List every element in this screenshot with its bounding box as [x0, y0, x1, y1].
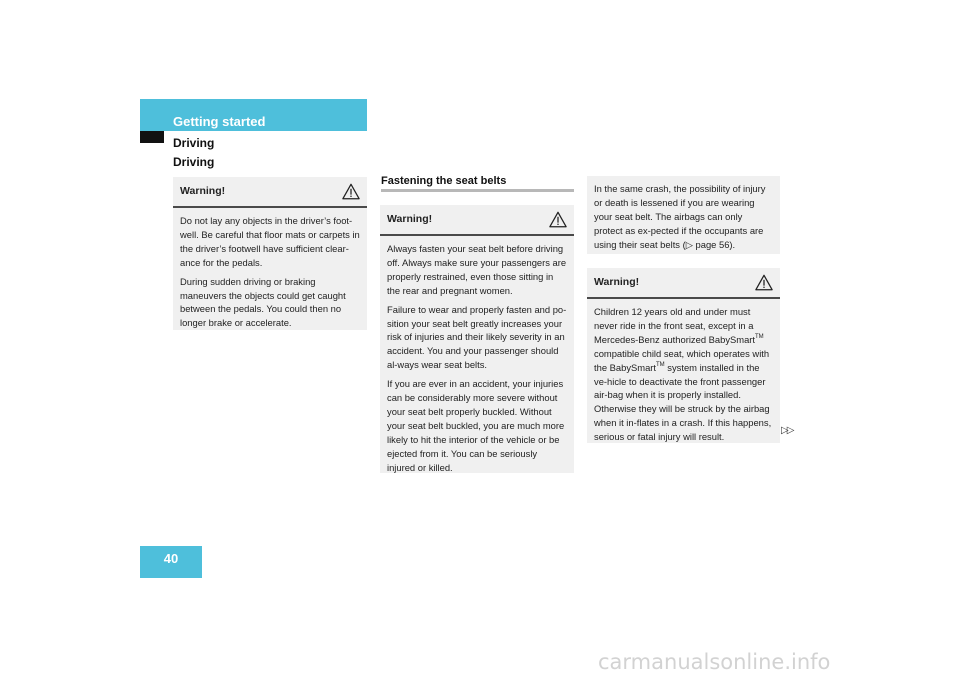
section-marker — [140, 131, 164, 143]
warning-triangle-icon — [549, 211, 567, 228]
warning-header — [587, 268, 780, 299]
warning-paragraph: Failure to wear and properly fasten and po-sition your seat belt greatly increases your risk of injuries and their likely severity in an accident. You and your passenger should al-ways wear seat belts. — [387, 303, 567, 371]
section-heading: Fastening the seat belts — [381, 175, 507, 187]
trademark-mark: TM — [755, 333, 764, 340]
topic-title: Driving — [173, 155, 215, 169]
watermark: carmanualsonline.info — [598, 650, 831, 674]
warning-text: system installed in the ve-hicle to deactivate the front passenger air-bag when it is properly installed. Otherwise they will be struck by the airbag when it in-flates in a crash. If this happens, serious or fatal injury will result. — [594, 361, 772, 443]
warning-title: Warning! — [594, 275, 640, 288]
continue-arrows-icon: ▷▷ — [781, 425, 793, 436]
warning-triangle-icon — [755, 274, 773, 291]
warning-text: compatible child seat, which operates with the BabySmart — [594, 347, 770, 373]
heading-rule — [381, 189, 574, 192]
warning-header — [380, 205, 574, 236]
warning-paragraph: Do not lay any objects in the driver’s foot-well. Be careful that floor mats or carpets in the driver’s footwell have sufficient clear-ance for the pedals. — [180, 215, 360, 268]
warning-paragraph — [594, 305, 773, 444]
warning-title: Warning! — [180, 184, 226, 197]
seatbelt-warning-box — [380, 205, 574, 473]
trademark-mark: TM — [656, 361, 665, 368]
warning-triangle-icon — [342, 183, 360, 200]
child-seat-warning-box — [587, 268, 780, 443]
page-number-text: 40 — [163, 551, 179, 566]
warning-paragraph: During sudden driving or braking maneuvers the objects could get caught between the pedals. You could then no longer brake or accelerate. — [180, 275, 346, 329]
warning-title: Warning! — [387, 212, 433, 225]
warning-header — [173, 177, 367, 208]
chapter-title: Driving — [173, 136, 215, 150]
warning-text: Children 12 years old and under must never ride in the front seat, except in a Mercedes-Benz authorized BabySmart — [594, 306, 756, 345]
warning-paragraph: Always fasten your seat belt before driving off. Always make sure your passengers are properly restrained, even those sitting in the rear and pregnant women. — [387, 243, 567, 296]
info-paragraph: In the same crash, the possibility of injury or death is lessened if you are wearing your seat belt. The airbags can only protect as ex-pected if the occupants are using their seat belts (▷ page 56). — [594, 183, 766, 250]
section-title: Getting started — [173, 114, 266, 129]
section-header — [140, 99, 367, 131]
page-number — [140, 546, 202, 578]
footwell-warning-box — [173, 177, 367, 330]
warning-paragraph: If you are ever in an accident, your injuries can be considerably more severe without your seat belt properly buckled. Without your seat belt buckled, you are much more likely to hit the interior of the vehicle or be ejected from it. You can be seriously injured or killed. — [387, 378, 565, 473]
seatbelt-info-box — [587, 176, 780, 254]
